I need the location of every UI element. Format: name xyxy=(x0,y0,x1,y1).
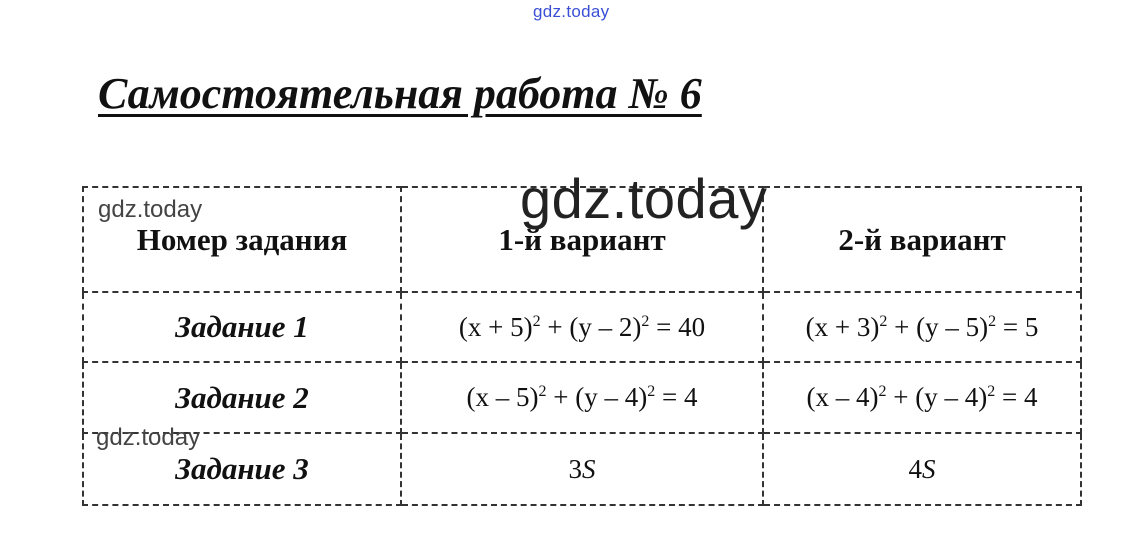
formula-variable: S xyxy=(922,453,936,484)
formula-part: + (y – 4) xyxy=(546,382,648,412)
watermark-small: gdz.today xyxy=(96,424,201,451)
formula-part: (x + 5) xyxy=(458,311,533,342)
formula-part: + (y – 5) xyxy=(887,311,989,342)
formula-number: 3 xyxy=(568,453,582,484)
formula-cell xyxy=(401,433,763,505)
watermark-top: gdz.today xyxy=(533,2,610,21)
table-row xyxy=(83,362,1081,433)
formula-cell xyxy=(401,362,763,433)
formula-part: (x – 4) xyxy=(806,382,879,412)
formula-part: = 4 xyxy=(995,382,1038,412)
table-row xyxy=(83,292,1081,362)
formula-exponent: 2 xyxy=(878,383,887,400)
formula-part: + (y – 2) xyxy=(540,311,642,342)
formula-exponent: 2 xyxy=(641,312,650,330)
header-variant-1: 1-й вариант xyxy=(401,187,763,292)
formula-cell xyxy=(763,292,1081,362)
formula-part: (x – 5) xyxy=(466,382,539,412)
watermark-center: gdz.today xyxy=(520,167,768,230)
formula-cell xyxy=(763,362,1081,433)
formula-cell xyxy=(763,433,1081,505)
task-label: Задание 1 xyxy=(83,292,401,362)
formula-variable: S xyxy=(582,453,596,484)
formula-exponent: 2 xyxy=(988,312,997,330)
formula-exponent: 2 xyxy=(538,383,547,400)
formula-part: = 40 xyxy=(649,311,706,342)
formula-exponent: 2 xyxy=(647,383,656,400)
formula-part: (x + 3) xyxy=(805,311,880,342)
task-label: Задание 3 xyxy=(83,433,401,505)
formula-exponent: 2 xyxy=(532,312,541,330)
formula-number: 4 xyxy=(908,453,922,484)
watermark-small: gdz.today xyxy=(98,196,203,223)
table-row xyxy=(83,433,1081,505)
formula-part: + (y – 4) xyxy=(886,382,988,412)
header-variant-2: 2-й вариант xyxy=(763,187,1081,292)
formula-exponent: 2 xyxy=(879,312,888,330)
formula-cell xyxy=(401,292,763,362)
formula-part: = 4 xyxy=(655,382,698,412)
tasks-table xyxy=(82,186,1082,506)
task-label: Задание 2 xyxy=(83,362,401,433)
header-task-number: Номер задания xyxy=(83,187,401,292)
formula-exponent: 2 xyxy=(987,383,996,400)
formula-part: = 5 xyxy=(996,311,1039,342)
page-title: Самостоятельная работа № 6 xyxy=(98,69,702,118)
